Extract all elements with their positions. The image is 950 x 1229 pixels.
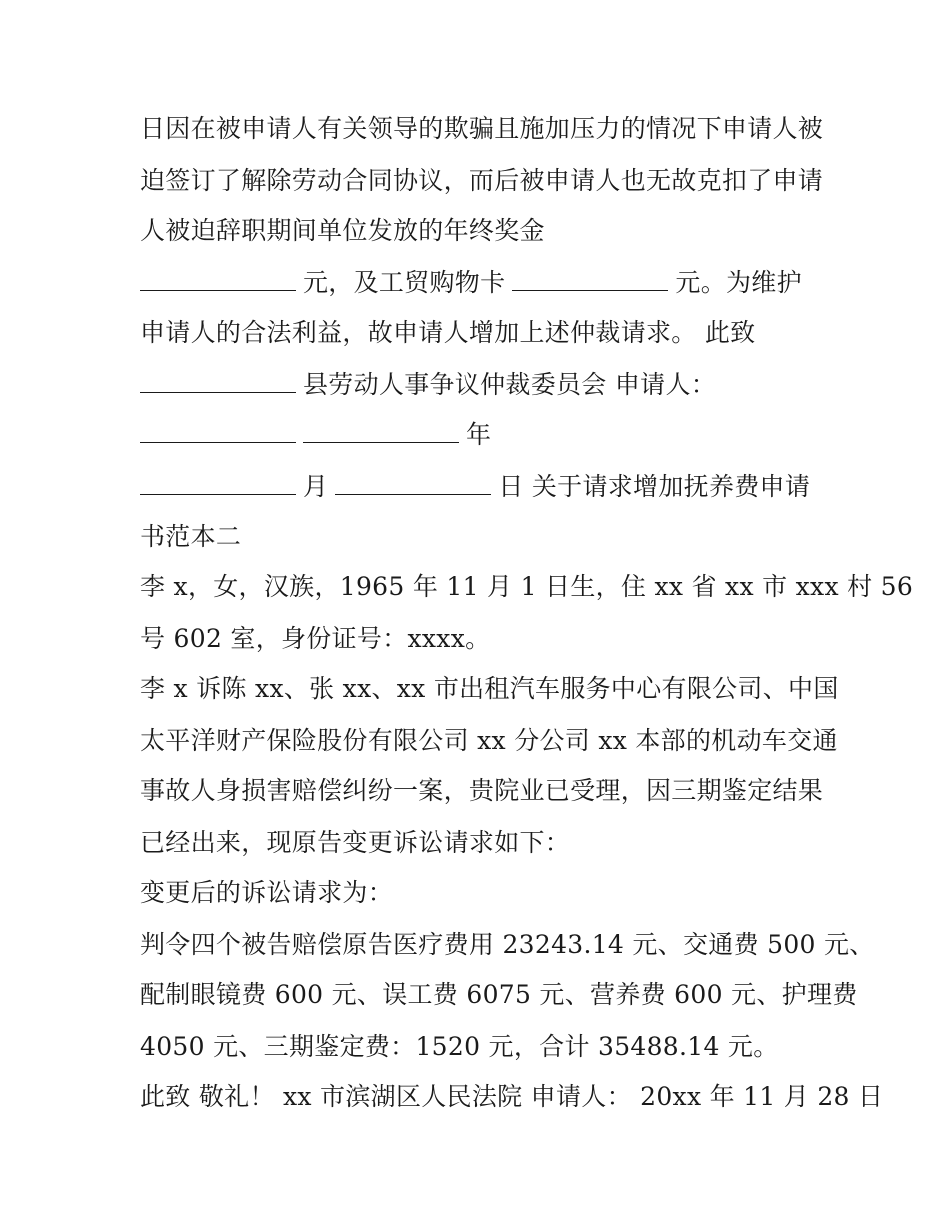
fill-in-blank <box>140 370 296 393</box>
text-line: 迫签订了解除劳动合同协议，而后被申请人也无故克扣了申请 <box>140 166 824 195</box>
text-line-with-blanks <box>140 268 802 298</box>
text-line: 书范本二 <box>140 522 242 551</box>
text-line: 太平洋财产保险股份有限公司 xx 分公司 xx 本部的机动车交通 <box>140 726 838 755</box>
text-line-with-blanks <box>140 370 716 400</box>
text-line-with-blanks <box>140 472 810 502</box>
text-line: 人被迫辞职期间单位发放的年终奖金 <box>140 216 545 245</box>
text-line-with-blanks <box>140 420 491 450</box>
fill-in-blank <box>140 268 296 291</box>
text-segment: 日 关于请求增加抚养费申请 <box>498 472 811 501</box>
text-line: 申请人的合法利益，故申请人增加上述仲裁请求。 此致 <box>140 318 756 347</box>
text-line: 李 x，女，汉族，1965 年 11 月 1 日生，住 xx 省 xx 市 xxx 村 56 <box>140 572 914 601</box>
text-line: 变更后的诉讼请求为： <box>140 878 394 907</box>
text-line: 号 602 室，身份证号：xxxx。 <box>140 624 491 653</box>
text-segment: 元，及工贸购物卡 <box>303 268 506 297</box>
text-line: 日因在被申请人有关领导的欺骗且施加压力的情况下申请人被 <box>140 114 824 143</box>
text-line: 4050 元、三期鉴定费：1520 元，合计 35488.14 元。 <box>140 1032 779 1061</box>
text-segment: 元。为维护 <box>675 268 802 297</box>
text-segment: 月 <box>303 472 329 501</box>
text-segment: 年 <box>466 420 492 449</box>
fill-in-blank <box>303 420 459 443</box>
text-segment: 县劳动人事争议仲裁委员会 申请人： <box>303 370 717 399</box>
fill-in-blank <box>335 472 491 495</box>
text-line: 判令四个被告赔偿原告医疗费用 23243.14 元、交通费 500 元、 <box>140 930 875 959</box>
text-line: 事故人身损害赔偿纠纷一案，贵院业已受理，因三期鉴定结果 <box>140 776 824 805</box>
text-line: 李 x 诉陈 xx、张 xx、xx 市出租汽车服务中心有限公司、中国 <box>140 674 839 703</box>
text-line: 此致 敬礼！ xx 市滨湖区人民法院 申请人： 20xx 年 11 月 28 日 <box>140 1082 884 1111</box>
fill-in-blank <box>140 420 296 443</box>
fill-in-blank <box>140 472 296 495</box>
text-line: 配制眼镜费 600 元、误工费 6075 元、营养费 600 元、护理费 <box>140 980 858 1009</box>
fill-in-blank <box>512 268 668 291</box>
text-line: 已经出来，现原告变更诉讼请求如下： <box>140 828 571 857</box>
